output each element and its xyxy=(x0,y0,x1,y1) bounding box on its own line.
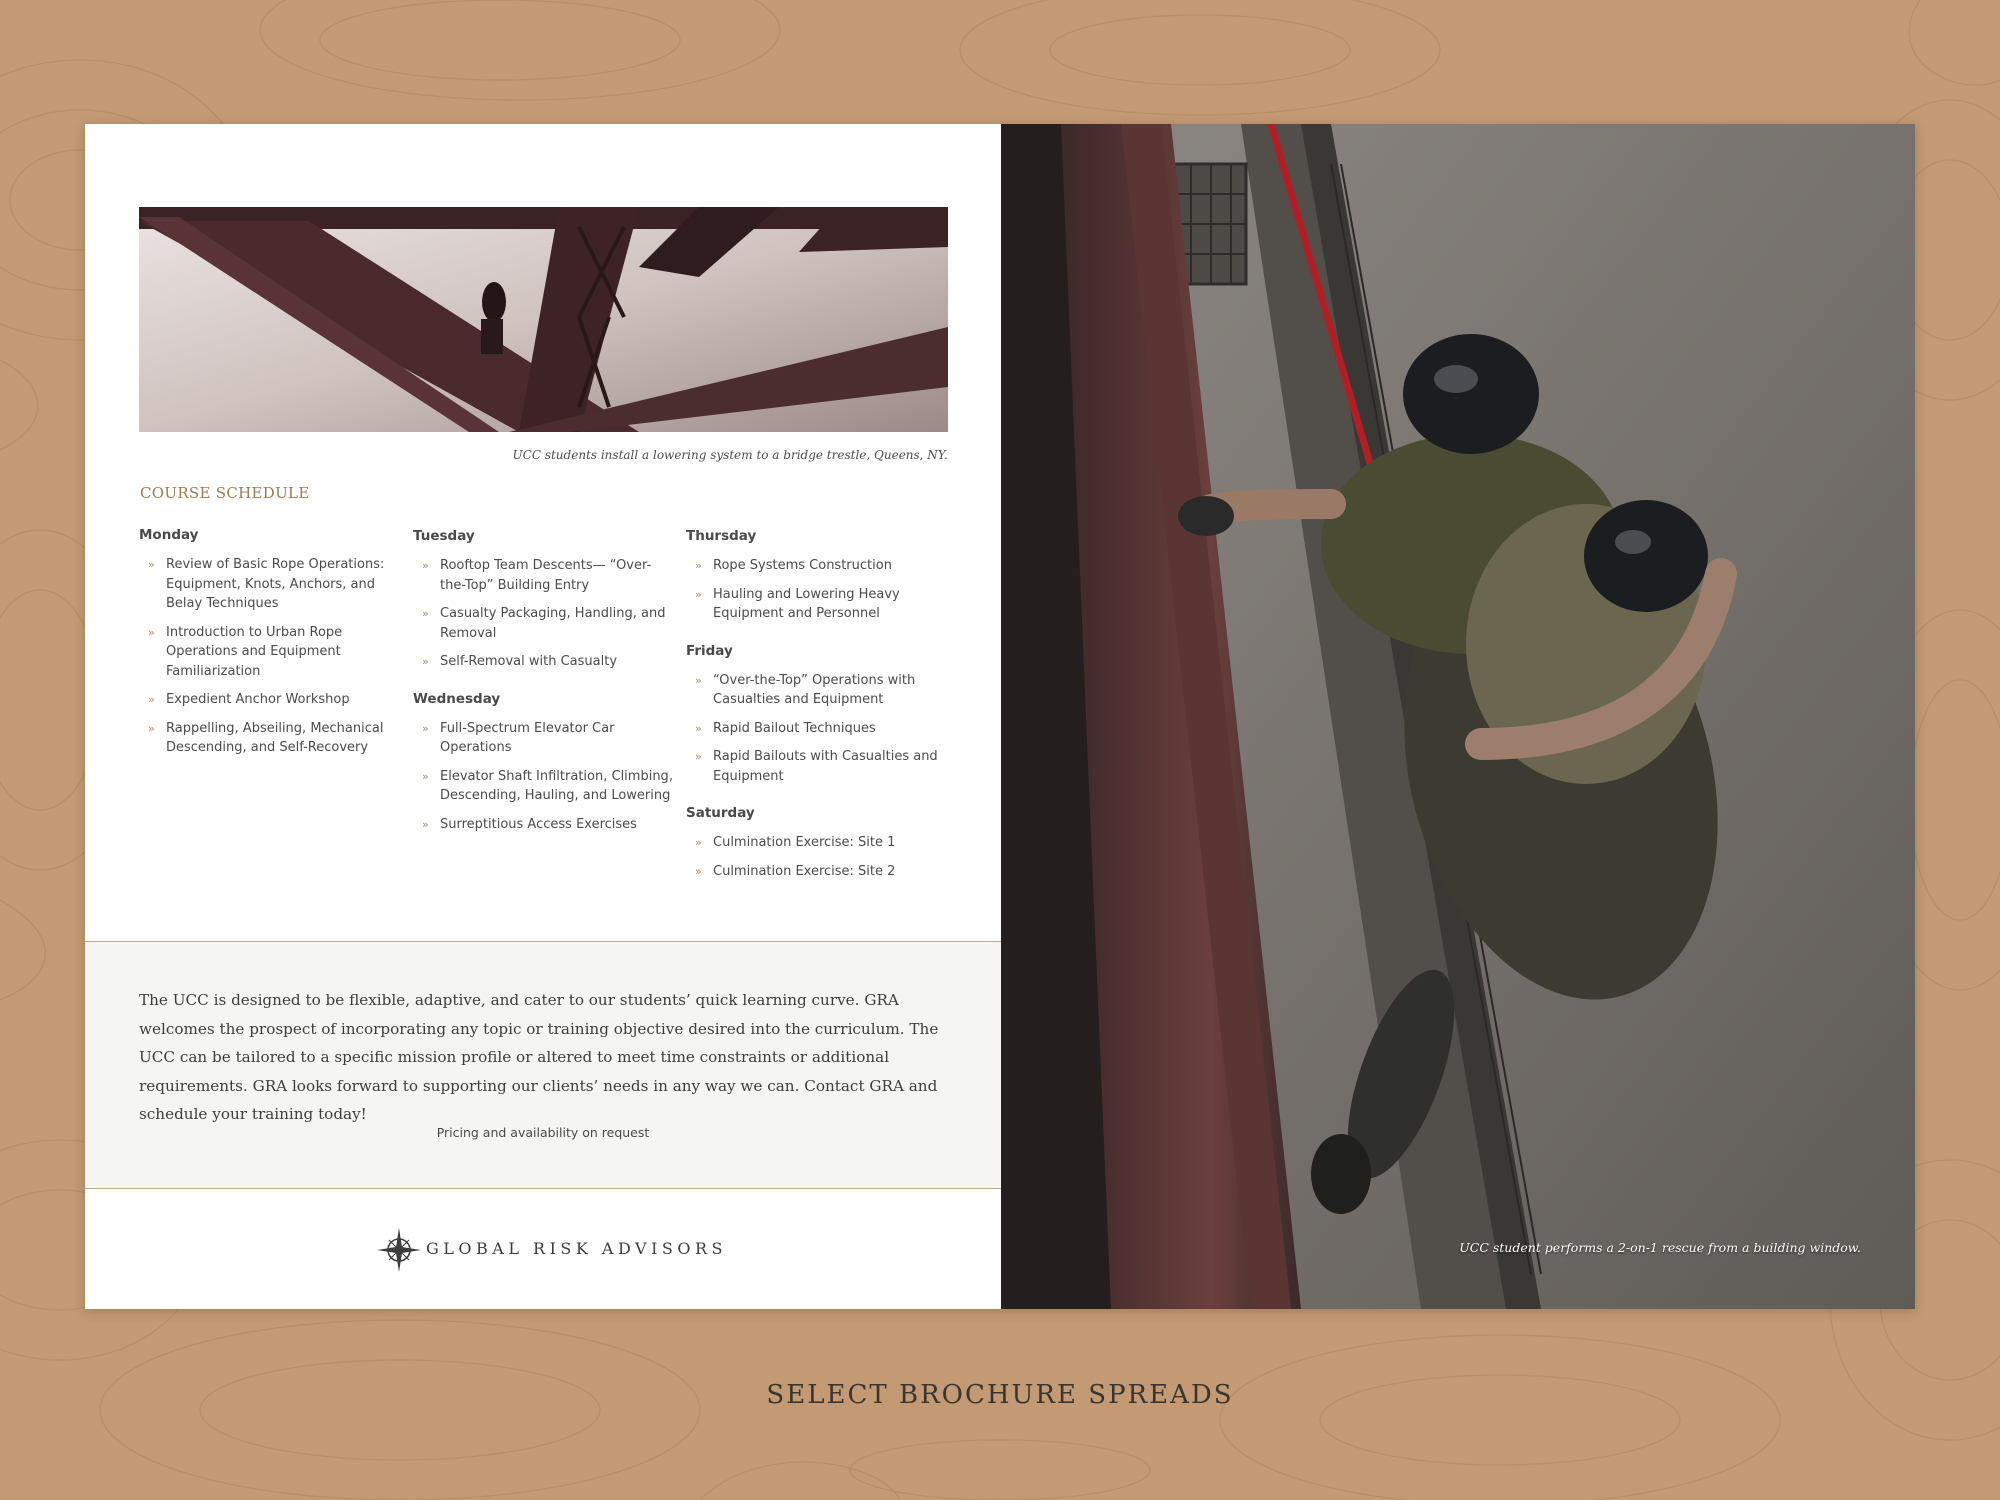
section-title: COURSE SCHEDULE xyxy=(140,484,310,502)
bullet-icon: » xyxy=(148,693,155,706)
bullet-icon: » xyxy=(422,721,429,735)
footer-title: SELECT BROCHURE SPREADS xyxy=(766,1380,1234,1410)
schedule-list xyxy=(139,555,399,758)
schedule-list xyxy=(686,833,946,881)
day-title: Thursday xyxy=(686,528,757,544)
schedule-list xyxy=(413,719,673,835)
schedule-item: » Rapid Bailouts with Casualties and Equipment xyxy=(695,749,938,784)
day-title: Saturday xyxy=(686,805,755,821)
schedule-list xyxy=(686,556,946,624)
bullet-icon: » xyxy=(422,559,429,572)
schedule-column-3 xyxy=(686,528,946,900)
day-group-saturday xyxy=(686,805,946,881)
schedule-item: » Rope Systems Construction xyxy=(686,556,946,576)
day-group-thursday xyxy=(686,528,946,624)
schedule-item: » Culmination Exercise: Site 2 xyxy=(686,862,946,882)
schedule-list xyxy=(686,671,946,787)
compass-rose-icon xyxy=(377,1227,421,1273)
pricing-note: Pricing and availability on request xyxy=(436,1125,650,1140)
bullet-icon: » xyxy=(422,607,429,620)
schedule-item: » “Over-the-Top” Operations with Casualties and Equipment xyxy=(695,672,916,707)
schedule-item: » Surreptitious Access Exercises xyxy=(413,815,673,835)
bullet-icon: » xyxy=(148,721,155,735)
brochure-spread xyxy=(85,124,1915,1309)
day-group-wednesday xyxy=(413,691,673,835)
schedule-list xyxy=(413,556,673,672)
schedule-item: » Rappelling, Abseiling, Mechanical Descending, and Self-Recovery xyxy=(148,720,384,755)
bullet-icon: » xyxy=(148,558,155,571)
bridge-photo-caption: UCC students install a lowering system to a bridge trestle, Queens, NY. xyxy=(512,448,948,462)
schedule-column-1 xyxy=(139,527,399,777)
schedule-item: » Hauling and Lowering Heavy Equipment and Personnel xyxy=(695,586,900,621)
bullet-icon: » xyxy=(695,721,702,735)
bullet-icon: » xyxy=(422,769,429,783)
description-band xyxy=(85,941,1001,1189)
bullet-icon: » xyxy=(422,817,429,831)
schedule-item: » Full-Spectrum Elevator Car Operations xyxy=(422,720,615,755)
rescue-photo-caption: UCC student performs a 2-on-1 rescue from a building window. xyxy=(1459,1240,1861,1255)
schedule-item: » Culmination Exercise: Site 1 xyxy=(686,833,946,853)
bullet-icon: » xyxy=(422,655,429,668)
bullet-icon: » xyxy=(695,559,702,572)
day-title: Monday xyxy=(139,527,199,543)
logo-wordmark: GLOBAL RISK ADVISORS xyxy=(426,1239,727,1258)
schedule-item: » Rooftop Team Descents— “Over-the-Top” Building Entry xyxy=(422,558,652,593)
schedule-column-2 xyxy=(413,528,673,853)
gra-logo xyxy=(377,1227,727,1273)
day-title: Wednesday xyxy=(413,690,501,707)
rope-rescue-photo xyxy=(1001,124,1915,1309)
day-title: Tuesday xyxy=(413,528,475,544)
bullet-icon: » xyxy=(695,673,702,687)
bullet-icon: » xyxy=(695,836,702,849)
right-page xyxy=(1001,124,1915,1309)
schedule-item: » Elevator Shaft Infiltration, Climbing, Descending, Hauling, and Lowering xyxy=(422,768,673,803)
schedule-item: » Casualty Packaging, Handling, and Removal xyxy=(422,606,666,641)
schedule-item: » Expedient Anchor Workshop xyxy=(139,690,399,710)
bullet-icon: » xyxy=(695,587,702,601)
schedule-item: » Self-Removal with Casualty xyxy=(413,652,673,672)
schedule-item: » Review of Basic Rope Operations: Equipment, Knots, Anchors, and Belay Techniques xyxy=(148,557,385,611)
bullet-icon: » xyxy=(695,864,702,878)
schedule-item: » Rapid Bailout Techniques xyxy=(686,719,946,739)
left-page xyxy=(85,124,1001,1309)
day-title: Friday xyxy=(686,642,733,659)
course-description: The UCC is designed to be flexible, adaptive, and cater to our students’ quick learning curve. GRA welcomes the prospect of incorporating any topic or training objective desired into the curriculum. The UCC can be tailored to a specific mission profile or altered to meet time constraints or additional requirements. GRA looks forward to supporting our clients’ needs in any way we can. Contact GRA and schedule your training today! xyxy=(139,991,939,1123)
day-group-tuesday xyxy=(413,528,673,672)
day-group-monday xyxy=(139,527,399,758)
bullet-icon: » xyxy=(148,625,155,639)
bridge-trestle-photo xyxy=(139,207,948,432)
day-group-friday xyxy=(686,643,946,787)
bullet-icon: » xyxy=(695,750,702,763)
schedule-item: » Introduction to Urban Rope Operations and Equipment Familiarization xyxy=(148,624,343,679)
